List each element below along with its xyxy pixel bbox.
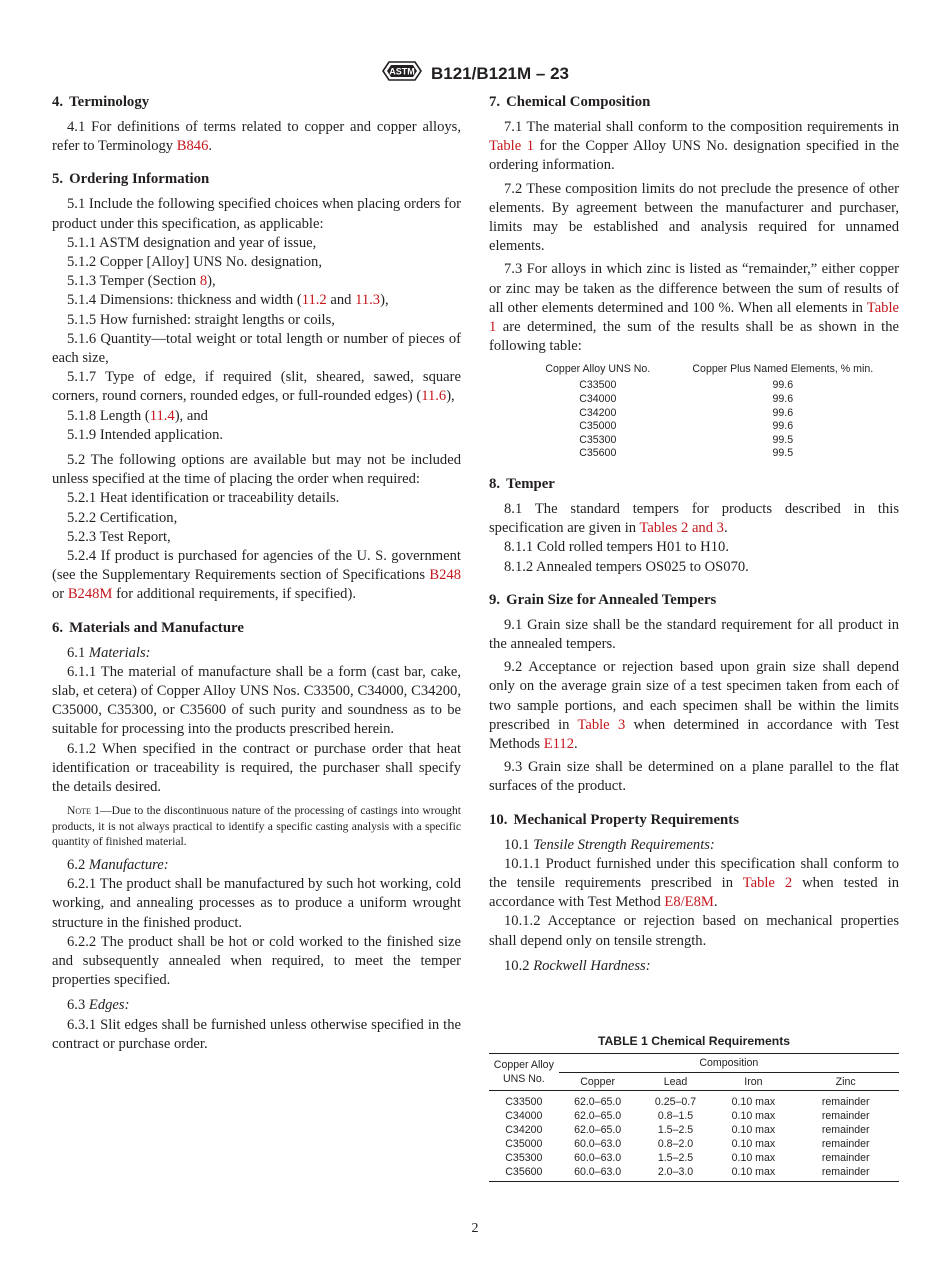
- ref-link[interactable]: Table 1: [489, 138, 534, 155]
- astm-logo: [381, 58, 423, 89]
- right-column: [489, 92, 899, 989]
- section-9: 9. Grain Size for Annealed Tempers 9.1 Grain size shall be the standard requirement for all product in the annealed tempers. 9.2 Acceptance or rejection based upon grain size shall depend only on the average grain size of a test specimen taken from each of two sample portions, and each specimen shall be within the limits prescribed in Table 3 when determined in accordance with Test Methods E112. 9.3 Grain size shall be determined on a plane parallel to the flat surfaces of the product.: [489, 591, 899, 795]
- ref-link[interactable]: E8/E8M: [664, 894, 714, 911]
- table-row: C35000 60.0–63.0 0.8–2.0 0.10 max remainder: [505, 1138, 870, 1150]
- ref-link[interactable]: 11.2: [301, 292, 327, 309]
- table-row: C35300 99.5: [579, 433, 794, 446]
- section-heading: 5. Ordering Information: [52, 171, 210, 188]
- table-row: C35300 60.0–63.0 1.5–2.5 0.10 max remainder: [505, 1152, 870, 1164]
- ref-link[interactable]: B248: [429, 567, 461, 584]
- table-row: C35600 60.0–63.0 2.0–3.0 0.10 max remainder: [505, 1166, 870, 1178]
- section-heading: 9. Grain Size for Annealed Tempers: [489, 591, 717, 608]
- table-row: C35000 99.6: [579, 420, 794, 433]
- ref-link[interactable]: 11.3: [355, 292, 381, 309]
- chemical-requirements-table: Copper Alloy UNS No. Composition Copper Lead Iron Zinc C33500 62.0–65.0 0.25–0.7 0.10 max remainder C34000 62.0–65.0 0.8–1.5 0.10 max remainder C34200 62.0–65.0 1.5–2.5 0.10 max remainder C35000 60.0–63.0 0.8–2.0 0.10 max remainder C35300 60.0–63.0 1.5–2.5 0.10 max remainder C35600 60.0–63.0 2.0–3.0 0.10 max remainder: [489, 1053, 899, 1182]
- note-1: Note 1—Due to the discontinuous nature of the processing of castings into wrought products, it is not always practical to identify a specific casting analysis with a specific quantity of finished material.: [52, 804, 461, 848]
- table-row: C33500 99.6: [579, 379, 794, 392]
- table-row: C35600 99.5: [579, 447, 794, 460]
- section-6: 6. Materials and Manufacture 6.1 Materials: 6.1.1 The material of manufacture shall be a form (cast bar, cake, slab, et cetera) of Copper Alloy UNS Nos. C33500, C34000, C34200, C35000, C35300, or C35600 of such purity and soundness as to be suitable for processing into the products prescribed herein. 6.1.2 When specified in the contract or purchase order that heat identification or traceability is required, the purchaser shall specify the details desired. Note 1—Due to the discontinuous nature of the processing of castings into wrought products, it is not always practical to identify a specific casting analysis with a specific quantity of finished material. 6.2 Manufacture: 6.2.1 The product shall be manufactured by such hot working, cold working, and annealing processes as to produce a uniform wrought structure in the finished product. 6.2.2 The product shall be hot or cold worked to the finished size and subsequently annealed when required, to meet the temper properties specified. 6.3 Edges: 6.3.1 Slit edges shall be furnished unless otherwise specified in the contract or purchase order.: [52, 619, 461, 1052]
- section-heading: 6. Materials and Manufacture: [52, 619, 244, 636]
- svg-text:ASTM: ASTM: [389, 66, 415, 77]
- copper-plus-table: Copper Alloy UNS No. Copper Plus Named Elements, % min. C33500 99.6 C34000 99.6 C34200 99.6 C35000 99.6 C35300 99.5 C35600 99.5: [509, 363, 879, 461]
- section-heading: 4. Terminology: [52, 94, 150, 110]
- section-heading: 10. Mechanical Property Requirements: [489, 811, 739, 828]
- ref-link[interactable]: E112: [543, 736, 574, 753]
- table-row: C34200 99.6: [579, 406, 794, 419]
- ref-link[interactable]: Table 2: [742, 875, 793, 892]
- designation: B121/B121M – 23: [431, 63, 569, 83]
- ref-link[interactable]: B248M: [67, 586, 113, 603]
- ref-link[interactable]: Table 1: [489, 299, 899, 336]
- section-10: 10. Mechanical Property Requirements 10.1 Tensile Strength Requirements: 10.1.1 Product furnished under this specification shall conform to the tensile requirements prescribed in Table 2 when tested in accordance with Test Method E8/E8M. 10.1.2 Acceptance or rejection based on mechanical properties shall depend only on tensile strength. 10.2 Rockwell Hardness:: [489, 811, 899, 974]
- section-heading: 7. Chemical Composition: [489, 94, 651, 110]
- section-7: 7. Chemical Composition 7.1 The material shall conform to the composition requirements in Table 1 for the Copper Alloy UNS No. designation specified in the ordering information. 7.2 These composition limits do not preclude the presence of other elements. By agreement between the manufacturer and purchaser, limits may be established and analysis required for unnamed elements. 7.3 For alloys in which zinc is listed as “remainder,” either copper or zinc may be taken as the difference between the sum of results of all other elements determined and 100 %. When all elements in Table 1 are determined, the sum of the results shall be as shown in the following table: Copper Alloy UNS No. Copper Plus Named Elements, % min. C33500 99.6 C34000 99.6 C34200 99.6 C35000 99.6 C35300 99.5 C35600 99.5: [489, 94, 899, 460]
- ref-link[interactable]: Table 3: [577, 716, 626, 733]
- table-row: C34200 62.0–65.0 1.5–2.5 0.10 max remainder: [505, 1124, 870, 1136]
- section-5: 5. Ordering Information 5.1 Include the following specified choices when placing orders for product under this specification, as applicable: 5.1.1 ASTM designation and year of issue, 5.1.2 Copper [Alloy] UNS No. designation, 5.1.3 Temper (Section 8), 5.1.4 Dimensions: thickness and width (11.2 and 11.3), 5.1.5 How furnished: straight lengths or coils, 5.1.6 Quantity—total weight or total length or number of pieces of each size, 5.1.7 Type of edge, if required (slit, sheared, sawed, square corners, round corners, rounded edges, or full-rounded edges) (11.6), 5.1.8 Length (11.4), and 5.1.9 Intended application. 5.2 The following options are available but may not be included unless specified at the time of placing the order when required: 5.2.1 Heat identification or traceability details. 5.2.2 Certification, 5.2.3 Test Report, 5.2.4 If product is purchased for agencies of the U. S. government (see the Supplementary Requirements section of Specifications B248 or B248M for additional requirements, if specified).: [52, 171, 461, 603]
- page-header: [0, 58, 950, 89]
- ref-link[interactable]: 8: [199, 273, 208, 290]
- ref-link[interactable]: 11.4: [149, 407, 175, 424]
- ref-link[interactable]: Tables 2 and 3: [639, 520, 724, 537]
- table-1-title: TABLE 1 Chemical Requirements: [597, 1034, 791, 1048]
- ref-link[interactable]: B846: [176, 138, 209, 155]
- section-4: 4. Terminology 4.1 For definitions of terms related to copper and copper alloys, refer to Terminology B846.: [52, 94, 461, 155]
- section-8: 8. Temper 8.1 The standard tempers for products described in this specification are given in Tables 2 and 3. 8.1.1 Cold rolled tempers H01 to H10. 8.1.2 Annealed tempers OS025 to OS070.: [489, 476, 899, 575]
- table-row: C34000 62.0–65.0 0.8–1.5 0.10 max remainder: [505, 1110, 870, 1122]
- table-row: C34000 99.6: [579, 393, 794, 406]
- table-row: C33500 62.0–65.0 0.25–0.7 0.10 max remainder: [505, 1096, 870, 1108]
- page-number: 2: [471, 1221, 479, 1236]
- left-column: [52, 92, 461, 1067]
- section-heading: 8. Temper: [489, 476, 555, 492]
- ref-link[interactable]: 11.6: [421, 388, 447, 405]
